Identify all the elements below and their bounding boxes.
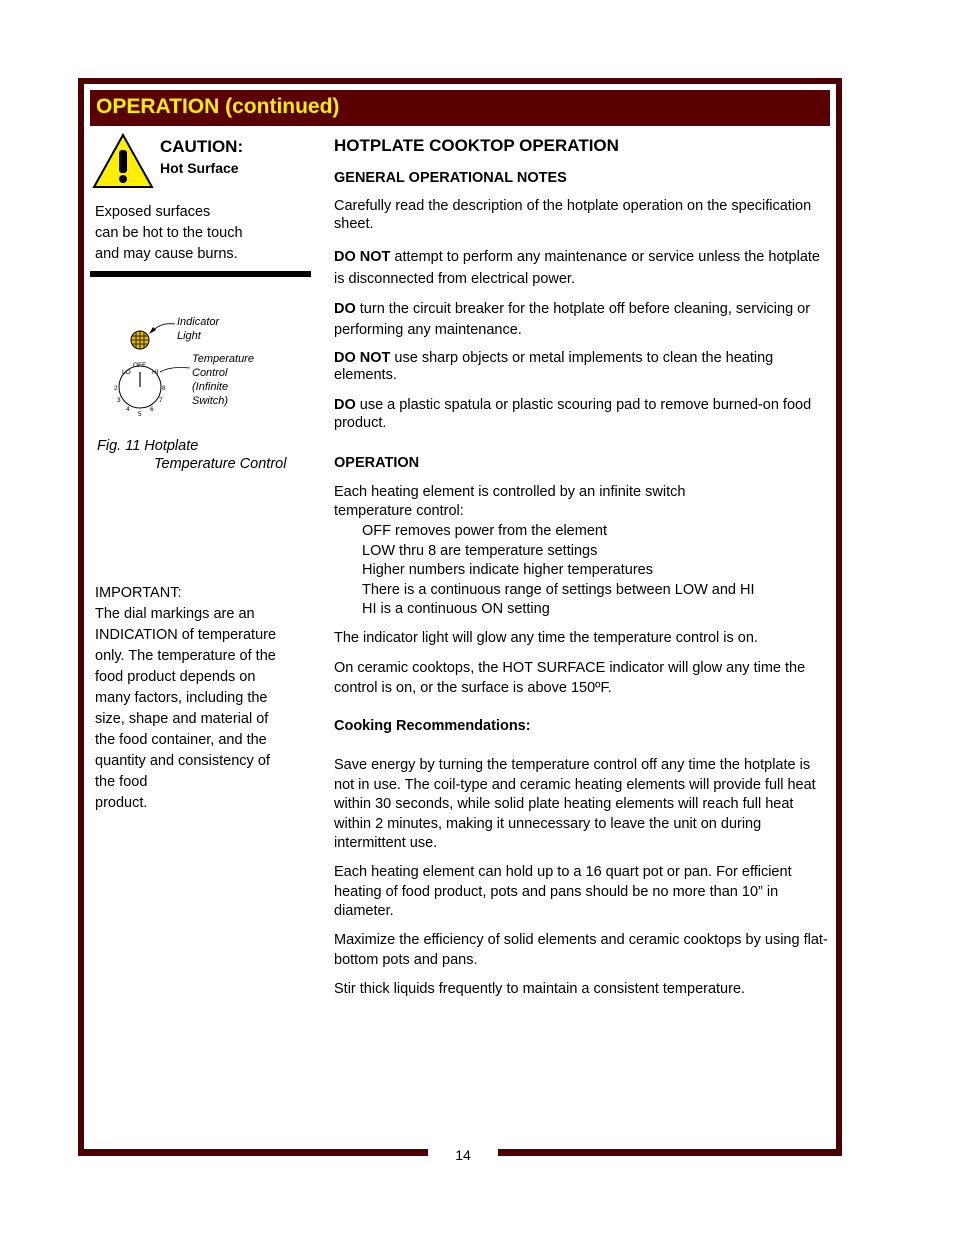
section-banner — [90, 90, 830, 126]
important-line: food product depends on — [95, 669, 256, 685]
operation-item: HI is a continuous ON setting — [362, 601, 550, 617]
dial-number: 4 — [126, 406, 130, 413]
control-label: Control — [192, 367, 228, 379]
operation-item: LOW thru 8 are temperature settings — [362, 543, 598, 559]
divider — [90, 271, 311, 277]
note-item: DO NOT use sharp objects or metal implements to clean the heating elements. — [334, 350, 774, 383]
important-line: INDICATION of temperature — [95, 627, 277, 643]
dial-number: 2 — [114, 385, 118, 392]
dial-number: 6 — [150, 406, 154, 413]
operation-intro: Each heating element is controlled by an infinite switch — [334, 484, 686, 500]
control-label: Temperature — [192, 353, 254, 365]
cooking-paragraph: Stir thick liquids frequently to maintain a consistent temperature. — [334, 981, 746, 997]
important-note — [95, 583, 305, 814]
figure-caption-line: Fig. 11 Hotplate — [97, 438, 199, 454]
cooking-heading: Cooking Recommendations: — [334, 718, 531, 734]
operation-intro: temperature control: — [334, 503, 464, 519]
temperature-dial-icon — [114, 362, 166, 418]
note-item: DO use a plastic spatula or plastic scouring pad to remove burned-on food product. — [334, 397, 812, 431]
caution-text — [95, 202, 243, 265]
dial-off: OFF — [133, 362, 146, 369]
control-label: Switch) — [192, 395, 229, 407]
figure-caption-line: Temperature Control — [154, 456, 287, 472]
important-line: the food — [95, 774, 148, 790]
important-line: IMPORTANT: — [95, 585, 182, 601]
note-item: DO NOT attempt to perform any maintenance or service unless the hotplate is disconnected from electrical power. — [334, 249, 820, 287]
important-line: product. — [95, 795, 148, 811]
dial-lo: LO — [122, 369, 131, 376]
bottom-border-right — [498, 1149, 842, 1156]
dial-number: 3 — [117, 397, 121, 404]
warning-triangle-icon — [92, 133, 154, 189]
dial-hi: HI — [152, 369, 159, 376]
control-label: (Infinite — [192, 381, 229, 393]
important-line: quantity and consistency of — [95, 753, 270, 769]
indicator-note: The indicator light will glow any time the temperature control is on. — [334, 630, 758, 646]
dial-number: 7 — [159, 397, 163, 404]
figure-caption — [97, 437, 286, 473]
indicator-light-icon — [131, 331, 149, 349]
caution-title: CAUTION: — [160, 137, 244, 156]
bottom-border-left — [78, 1149, 428, 1156]
indicator-label: Light — [177, 330, 201, 342]
general-heading: GENERAL OPERATIONAL NOTES — [334, 170, 567, 186]
caution-line: and may cause burns. — [95, 246, 238, 262]
operation-heading: OPERATION — [334, 455, 420, 471]
dial-number: 5 — [138, 411, 142, 418]
cooking-paragraph: Each heating element can hold up to a 16 quart pot or pan. For efficient heating of food product, pots and pans should be no more than 10” in diameter. — [334, 864, 792, 919]
section-title: OPERATION (continued) — [96, 95, 340, 118]
operation-item: There is a continuous range of settings between LOW and HI — [362, 582, 755, 598]
caution-line: Exposed surfaces — [95, 204, 211, 220]
main-title: HOTPLATE COOKTOP OPERATION — [334, 136, 619, 155]
operation-item: OFF removes power from the element — [362, 523, 607, 539]
operation-item: Higher numbers indicate higher temperatures — [362, 562, 653, 578]
important-line: many factors, including the — [95, 690, 268, 706]
ceramic-note: On ceramic cooktops, the HOT SURFACE indicator will glow any time the control is on, or the surface is above 150ºF. — [334, 660, 806, 696]
indicator-label: Indicator — [177, 316, 220, 328]
important-line: only. The temperature of the — [95, 648, 276, 664]
general-intro: Carefully read the description of the hotplate operation on the specification sheet. — [334, 198, 812, 232]
temperature-control-figure — [105, 310, 295, 425]
important-line: The dial markings are an — [95, 606, 255, 622]
cooking-paragraph: Maximize the efficiency of solid elements and ceramic cooktops by using flat-bottom pots and pans. — [334, 932, 828, 968]
important-line: size, shape and material of — [95, 711, 269, 727]
cooking-paragraph: Save energy by turning the temperature control off any time the hotplate is not in use. The coil-type and ceramic heating elements will provide full heat within 30 seconds, while solid plate heating elements will reach full heat within 2 minutes, making it unnecessary to leave the unit on during intermittent use. — [334, 757, 816, 851]
dial-number: 8 — [162, 385, 166, 392]
page-number: 14 — [455, 1147, 471, 1163]
caution-subtitle: Hot Surface — [160, 160, 239, 176]
important-line: the food container, and the — [95, 732, 267, 748]
note-item: DO turn the circuit breaker for the hotplate off before cleaning, servicing or performing any maintenance. — [334, 301, 811, 338]
caution-line: can be hot to the touch — [95, 225, 243, 241]
